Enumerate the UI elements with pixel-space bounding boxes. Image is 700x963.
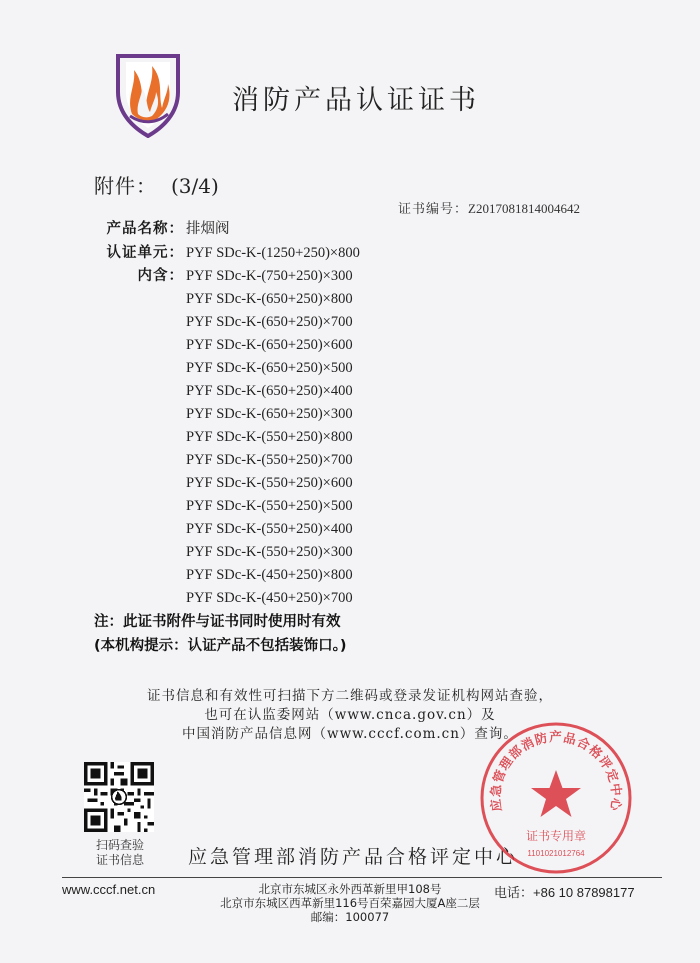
qr-caption-line1: 扫码查验: [95, 838, 144, 852]
model-item: PYF SDc-K-(650+250)×500: [186, 360, 353, 376]
footer-address-line2: 北京市东城区西革新里116号百荣嘉园大厦A座二层: [220, 896, 480, 910]
seal-serial: 1101021012764: [527, 849, 585, 858]
qr-caption-line2: 证书信息: [95, 853, 144, 867]
model-item: PYF SDc-K-(450+250)×700: [186, 590, 353, 606]
footer-phone: 电话：+86 10 87898177: [494, 885, 635, 900]
seal-center-text: 证书专用章: [525, 829, 587, 843]
footer-divider: [62, 877, 662, 878]
product-name-row: [96, 218, 616, 240]
seal-ring-text: 应急管理部消防产品合格评定中心: [487, 729, 625, 813]
qr-code-icon[interactable]: [84, 762, 154, 832]
official-seal-icon: [476, 718, 636, 878]
model-item: PYF SDc-K-(650+250)×700: [186, 314, 353, 330]
fire-shield-logo-icon: [112, 52, 184, 138]
attachment-header: [94, 170, 219, 199]
certificate-number-value: Z2017081814004642: [468, 201, 580, 216]
verify-text-line1: 证书信息和有效性可扫描下方二维码或登录发证机构网站查验，: [147, 688, 553, 704]
model-item: PYF SDc-K-(650+250)×600: [186, 337, 353, 353]
product-name-value: 排烟阀: [186, 221, 230, 237]
certificate-number-label: 证书编号：: [398, 201, 469, 216]
attachment-label: 附件：: [94, 174, 157, 198]
footer-address-line1: 北京市东城区永外西革新里甲108号: [258, 882, 442, 896]
document-title: 消防产品认证证书: [232, 85, 480, 116]
qr-caption: [80, 838, 160, 868]
footer-website: www.cccf.net.cn: [62, 882, 156, 897]
cert-unit-value: PYF SDc-K-(1250+250)×800: [186, 245, 360, 261]
attachment-page: (3/4): [171, 174, 219, 198]
model-item: PYF SDc-K-(650+250)×400: [186, 383, 353, 399]
contains-label: 内含：: [137, 268, 184, 284]
verify-text-line3: 中国消防产品信息网（www.cccf.com.cn）查询。: [182, 726, 518, 742]
model-item: PYF SDc-K-(650+250)×300: [186, 406, 353, 422]
product-name-label: 产品名称：: [106, 221, 184, 237]
model-item: PYF SDc-K-(750+250)×300: [186, 268, 353, 284]
agency-note: (本机构提示：认证产品不包括装饰口。): [94, 638, 347, 654]
footer-postcode: 邮编：100077: [310, 910, 390, 924]
cert-unit-label: 认证单元：: [106, 245, 184, 261]
model-item: PYF SDc-K-(650+250)×800: [186, 291, 353, 307]
model-item: PYF SDc-K-(550+250)×300: [186, 544, 353, 560]
validity-note: 注：此证书附件与证书同时使用时有效: [94, 614, 341, 630]
contains-row: [96, 265, 186, 287]
model-item: PYF SDc-K-(550+250)×700: [186, 452, 353, 468]
certificate-number: [398, 198, 580, 217]
model-item: PYF SDc-K-(450+250)×800: [186, 567, 353, 583]
model-item: PYF SDc-K-(550+250)×600: [186, 475, 353, 491]
verify-text-line2: 也可在认监委网站（www.cnca.gov.cn）及: [204, 707, 496, 723]
cert-unit-row: [96, 242, 616, 264]
model-item: PYF SDc-K-(550+250)×500: [186, 498, 353, 514]
issuing-authority: 应急管理部消防产品合格评定中心: [188, 846, 519, 868]
model-item: PYF SDc-K-(550+250)×800: [186, 429, 353, 445]
model-item: PYF SDc-K-(550+250)×400: [186, 521, 353, 537]
